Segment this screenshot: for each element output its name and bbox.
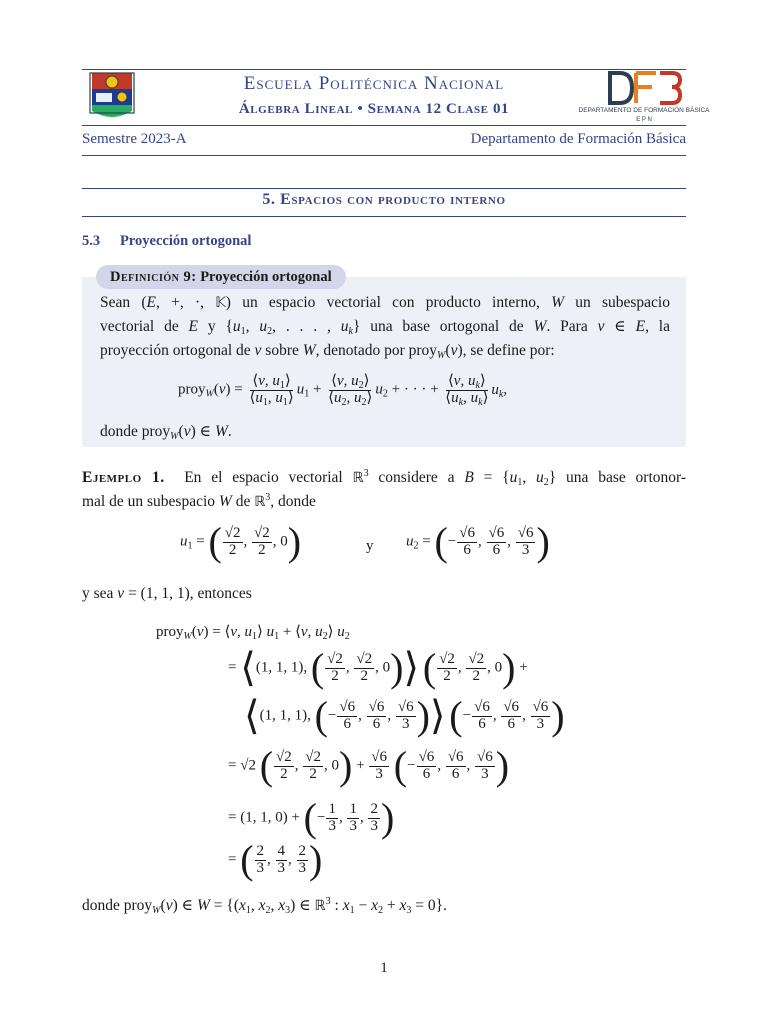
header-bottom-rule-2 — [82, 155, 686, 156]
basis-u2: $u_2$ = (− $\frac{√6}{6}$ , $\frac{√6}{6}$ , $\frac{√6}{3}$ ) — [406, 519, 550, 564]
definition-formula: proy$_W$(v) = $\frac{⟨v, u_1⟩}{⟨u_1, u_1⟩}$ $u_1$ + $\frac{⟨v, u_2⟩}{⟨u_2, u_2⟩}$ $u_2$ + · · · + $\frac{⟨v, u_k⟩}{⟨u_k, u_k⟩}$ $u_k$, — [178, 373, 508, 408]
subsection-number: 5.3 — [82, 233, 101, 249]
subsection-title: Proyección ortogonal — [120, 233, 252, 249]
example-intro-line1: Ejemplo 1. En el espacio vectorial ℝ$^3$ considere a $B = \{u_1$, $u_2$} una base ortonor- — [82, 468, 687, 488]
subsection-heading — [82, 233, 251, 250]
definition-closing-text: donde proy — [100, 423, 171, 440]
calc-line4: = √2 ( $\frac{√2}{2}$ , $\frac{√2}{2}$ , 0) + $\frac{√6}{3}$ (− $\frac{√6}{6}$ , $\frac{√6}{6}$ , $\frac{√6}{3}$ ) — [228, 743, 510, 788]
example-label: Ejemplo 1. — [82, 469, 165, 486]
semester: Semestre 2023-A — [82, 131, 187, 147]
definition-text-line3: proyección ortogonal de v sobre W, denotado por proy$_W$(v), se define por: — [100, 342, 555, 361]
section-title: 5. Espacios con producto interno — [262, 191, 506, 208]
section-top-rule — [82, 188, 686, 189]
definition-text-line1: Sean (E, +, ·, 𝕂) un espacio vectorial con producto interno, W un subespacio — [100, 294, 670, 311]
basis-conj: y — [366, 538, 374, 554]
department: Departamento de Formación Básica — [470, 131, 686, 147]
definition-text-line2: vectorial de E y {$u_1$, $u_2$, . . . , $u_k$} una base ortogonal de W. Para v ∈ E, la — [100, 318, 670, 337]
example-v-text: y sea — [82, 585, 114, 602]
dfb-logo-sub: E P N — [636, 117, 652, 123]
basis-u1: $u_1$ = ( $\frac{√2}{2}$ , $\frac{√2}{2}$ , 0) — [180, 519, 302, 564]
definition-label: Definición 9: — [110, 269, 197, 285]
header-bottom-rule — [82, 125, 686, 126]
dfb-logo-text: DEPARTAMENTO DE FORMACIÓN BÁSICA — [578, 107, 710, 114]
page-number: 1 — [380, 960, 388, 976]
school-name: Escuela Politécnica Nacional — [243, 73, 505, 94]
section-bottom-rule — [82, 216, 686, 217]
dfb-logo-icon — [578, 71, 710, 123]
header-top-rule — [82, 69, 686, 70]
calc-line3: ⟨(1, 1, 1), (− $\frac{√6}{6}$ , $\frac{√6}{6}$ , $\frac{√6}{3}$ )⟩ (− $\frac{√6}{6}$ , $\frac{√6}{6}$ , $\frac{√6}{3}$ ) — [244, 693, 565, 738]
example-conclusion: donde proy$_W$(v) ∈ $W = \{(x_1$, $x_2$, $x_3$) ∈ ℝ$^3$ : $x_1 - x_2 + x_3 = 0$}. — [82, 896, 447, 916]
epn-logo-icon — [86, 71, 138, 123]
definition-title: Proyección ortogonal — [200, 269, 332, 285]
calc-line2: = ⟨(1, 1, 1), ( $\frac{√2}{2}$ , $\frac{√2}{2}$ , 0)⟩ ( $\frac{√2}{2}$ , $\frac{√2}{2}$ , 0) + — [228, 645, 528, 690]
calc-line1: proy$_W$(v) = ⟨v, $u_1⟩$ $u_1$ + ⟨v, $u_2⟩$ $u_2$ — [156, 624, 350, 642]
example-v: y sea v = (1, 1, 1), entonces — [82, 585, 252, 602]
calc-line6: = ( $\frac{2}{3}$ , $\frac{4}{3}$ , $\frac{2}{3}$ ) — [228, 837, 323, 882]
definition-closing: donde proy$_W$(v) ∈ W. — [100, 423, 232, 442]
example-intro-line2: mal de un subespacio W de ℝ$^3$, donde — [82, 492, 316, 510]
course-line: Álgebra Lineal • Semana 12 Clase 01 — [238, 101, 510, 117]
example-conclusion-text: donde proy — [82, 897, 153, 914]
definition-tag — [96, 265, 346, 289]
calc-line5: = (1, 1, 0) + (− $\frac{1}{3}$ , $\frac{1}{3}$ , $\frac{2}{3}$ ) — [228, 795, 395, 840]
